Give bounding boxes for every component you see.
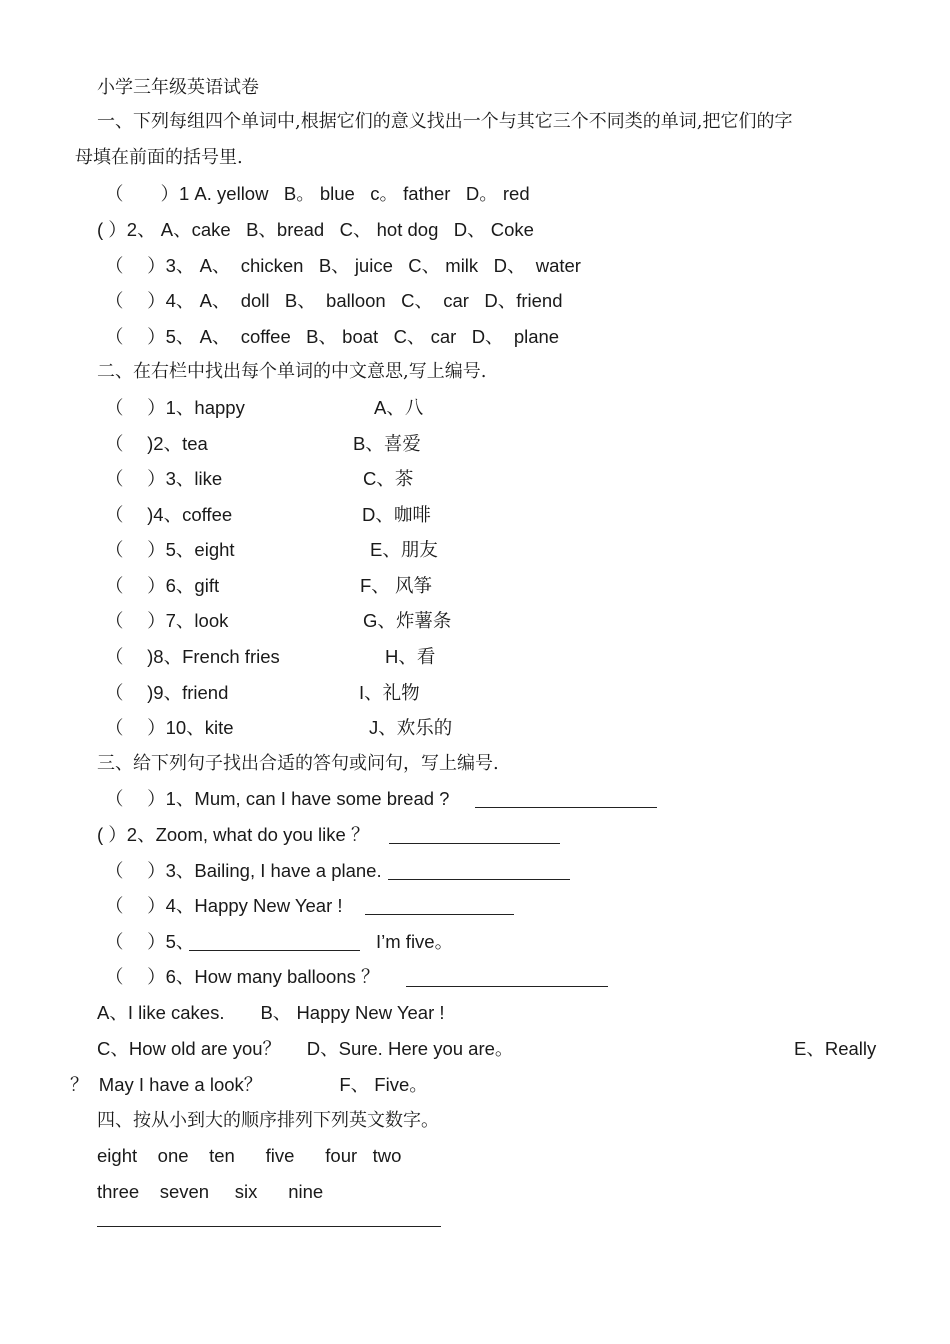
section2-heading: 二、在右栏中找出每个单词的中文意思,写上编号. [97,361,487,382]
match-left-1: （ ）1、happy [105,397,245,418]
match-left-8: （ )8、French fries [105,646,280,667]
match-left-4: （ )4、coffee [105,504,233,525]
options-line-3: ？ May I have a look？ F、 Five。 [70,1074,428,1095]
match-right-d: D、咖啡 [362,504,431,525]
match-right-c: C、茶 [363,468,414,489]
match-right-e: E、朋友 [370,539,438,560]
match-right-h: H、看 [385,646,436,667]
answer-blank-5 [189,950,360,951]
section1-item-1: （ ）1 A. yellow B。 blue c。 father D。 red [105,183,530,204]
dialog-item-2: ( ）2、Zoom, what do you like ？ [97,824,370,845]
match-left-10: （ ）10、kite [105,717,234,738]
match-right-f: F、 风筝 [360,575,432,596]
section3-heading: 三、给下列句子找出合适的答句或问句，写上编号. [97,753,499,774]
section1-heading-line1: 一、下列每组四个单词中,根据它们的意义找出一个与其它三个不同类的单词,把它们的字 [97,111,793,132]
dialog-item-6: （ ）6、How many balloons ？ [105,966,380,987]
section1-item-4: （ ）4、 A、 doll B、 balloon C、 car D、friend [105,290,563,311]
answer-blank-4 [365,914,514,915]
numbers-row-2: three seven six nine [97,1181,324,1202]
match-right-a: A、八 [374,397,424,418]
dialog-item-5: （ ）5、 [105,931,195,952]
match-left-2: （ )2、tea [105,433,208,454]
page-title: 小学三年级英语试卷 [97,77,259,98]
dialog-item-1: （ ）1、Mum, can I have some bread ? [105,788,450,809]
match-right-j: J、欢乐的 [369,717,453,738]
section1-item-3: （ ）3、 A、 chicken B、 juice C、 milk D、 water [105,255,581,276]
match-left-7: （ ）7、look [105,610,229,631]
answer-blank-6 [406,986,608,987]
match-left-9: （ )9、friend [105,682,229,703]
answer-blank-1 [475,807,657,808]
match-left-6: （ ）6、gift [105,575,220,596]
section1-item-5: （ ）5、 A、 coffee B、 boat C、 car D、 plane [105,326,560,347]
match-left-3: （ ）3、like [105,468,223,489]
match-left-5: （ ）5、eight [105,539,235,560]
match-right-b: B、喜爱 [353,433,421,454]
answer-blank-2 [389,843,560,844]
options-line-2: C、How old are you？ D、Sure. Here you are。 [97,1038,514,1059]
match-right-i: I、礼物 [359,682,420,703]
dialog-item-4: （ ）4、Happy New Year ! [105,895,343,916]
options-line-2-tail: E、Really [794,1038,877,1059]
options-line-1: A、I like cakes. B、 Happy New Year ! [97,1002,445,1023]
ordering-answer-line [97,1226,441,1227]
dialog-item-5-answer: I’m five。 [376,931,454,952]
dialog-item-3: （ ）3、Bailing, I have a plane. [105,860,382,881]
section4-heading: 四、按从小到大的顺序排列下列英文数字。 [97,1110,439,1131]
answer-blank-3 [388,879,570,880]
numbers-row-1: eight one ten five four two [97,1145,402,1166]
match-right-g: G、炸薯条 [363,610,452,631]
section1-item-2: ( ）2、 A、cake B、bread C、 hot dog D、 Coke [97,219,534,240]
section1-heading-line2: 母填在前面的括号里. [75,147,243,168]
